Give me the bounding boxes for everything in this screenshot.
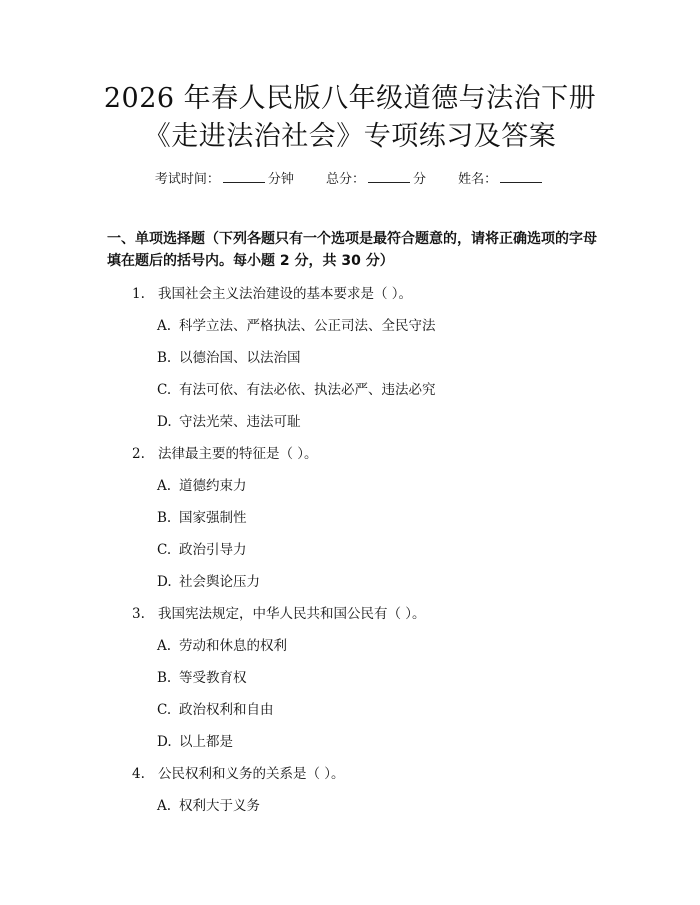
option-3c[interactable]	[157, 698, 274, 718]
option-1b[interactable]	[157, 346, 301, 366]
question-stem: 法律最主要的特征是（ ）。	[158, 446, 318, 462]
option-letter: A.	[157, 478, 172, 494]
option-letter: C.	[157, 382, 172, 398]
option-letter: C.	[157, 542, 172, 558]
total-score-unit: 分	[413, 172, 427, 187]
option-text: 有法可依、有法必依、执法必严、违法必究	[179, 382, 436, 398]
option-3a[interactable]	[157, 634, 287, 654]
name-label: 姓名：	[458, 172, 498, 187]
option-text: 劳动和休息的权利	[179, 638, 287, 654]
exam-meta-line	[0, 168, 700, 187]
option-text: 等受教育权	[179, 670, 247, 686]
question-1	[132, 282, 412, 302]
question-2	[132, 442, 318, 462]
exam-time-field	[155, 172, 298, 187]
question-stem: 我国社会主义法治建设的基本要求是（ ）。	[158, 286, 413, 302]
option-3d[interactable]	[157, 730, 233, 750]
option-text: 道德约束力	[179, 478, 247, 494]
option-text: 以德治国、以法治国	[179, 350, 301, 366]
option-text: 国家强制性	[179, 510, 247, 526]
option-letter: C.	[157, 702, 172, 718]
question-number: 4.	[132, 766, 145, 782]
question-number: 1.	[132, 286, 145, 302]
option-2c[interactable]	[157, 538, 247, 558]
option-letter: D.	[157, 414, 172, 430]
option-letter: A.	[157, 638, 172, 654]
question-number: 3.	[132, 606, 145, 622]
option-letter: A.	[157, 318, 172, 334]
question-stem: 公民权利和义务的关系是（ ）。	[158, 766, 345, 782]
option-1d[interactable]	[157, 410, 301, 430]
total-score-blank[interactable]	[368, 170, 410, 183]
exam-time-blank[interactable]	[223, 170, 265, 183]
option-2d[interactable]	[157, 570, 260, 590]
option-letter: B.	[157, 670, 172, 686]
option-text: 以上都是	[179, 734, 233, 750]
question-stem: 我国宪法规定，中华人民共和国公民有（ ）。	[158, 606, 426, 622]
total-score-label: 总分：	[325, 172, 365, 187]
option-letter: B.	[157, 510, 172, 526]
option-2b[interactable]	[157, 506, 247, 526]
document-title: 2026 年春人民版八年级道德与法治下册《走进法治社会》专项练习及答案	[103, 83, 597, 152]
option-text: 权利大于义务	[179, 798, 260, 814]
exam-time-label: 考试时间：	[154, 172, 220, 187]
option-letter: B.	[157, 350, 172, 366]
question-number: 2.	[132, 446, 145, 462]
name-field	[458, 172, 545, 187]
option-4a[interactable]	[157, 794, 260, 814]
option-text: 社会舆论压力	[179, 574, 260, 590]
option-letter: A.	[157, 798, 172, 814]
option-2a[interactable]	[157, 474, 247, 494]
option-text: 政治引导力	[179, 542, 247, 558]
option-1a[interactable]	[157, 314, 436, 334]
option-3b[interactable]	[157, 666, 247, 686]
question-4	[132, 762, 345, 782]
option-text: 守法光荣、违法可耻	[179, 414, 301, 430]
question-3	[132, 602, 426, 622]
exam-time-unit: 分钟	[267, 172, 294, 187]
option-letter: D.	[157, 574, 172, 590]
option-text: 政治权利和自由	[179, 702, 274, 718]
option-1c[interactable]	[157, 378, 436, 398]
total-score-field	[326, 172, 430, 187]
option-letter: D.	[157, 734, 172, 750]
option-text: 科学立法、严格执法、公正司法、全民守法	[179, 318, 436, 334]
name-blank[interactable]	[500, 170, 542, 183]
section-heading: 一、单项选择题（下列各题只有一个选项是最符合题意的，请将正确选项的字母填在题后的括号内。每小题 2 分，共 30 分）	[107, 231, 597, 269]
